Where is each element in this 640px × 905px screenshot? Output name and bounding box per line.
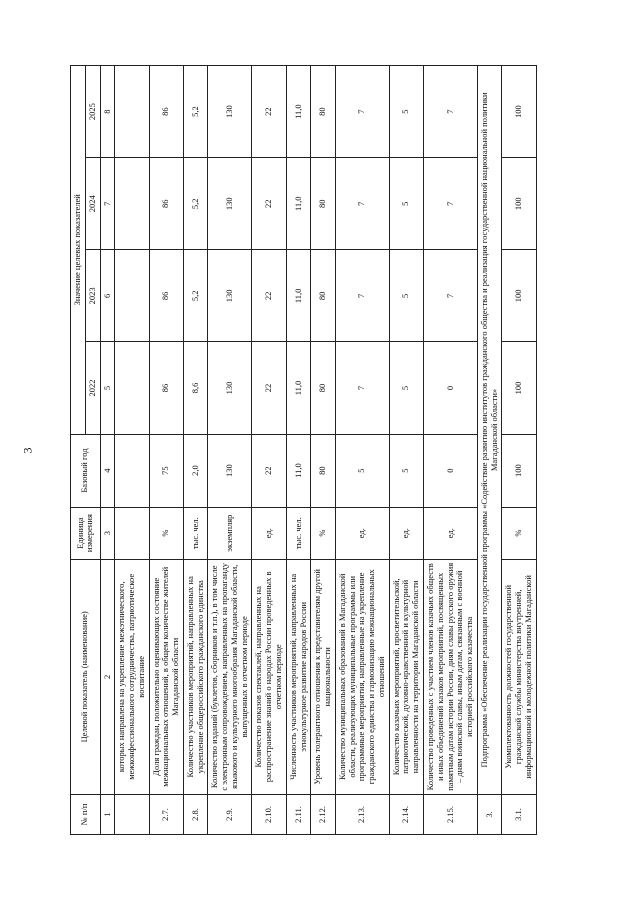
unit-cell: ед. [423,507,477,559]
indicators-table [70,65,537,835]
value-2022: 22 [252,342,286,434]
row-number: 2.11. [286,794,311,834]
value-2024: 130 [208,158,252,250]
row-number: 3.1. [502,794,536,834]
subprogram-no: 3. [477,794,502,834]
value-2024: 22 [252,158,286,250]
header-name: Целевой показатель (наименование) [71,559,101,794]
indicator-row [389,66,423,835]
header-no: № п/п [71,794,101,834]
value-2025: 22 [252,66,286,158]
indicator-name: Количество казачьих мероприятий, просветительской, патриотической, духовно-нравственной и культурной направленности на территории Магаданской области [389,559,423,794]
value-2025: 5 [389,66,423,158]
row-number: 2.10. [252,794,286,834]
column-number: 8 [100,66,115,158]
base-year-value: 130 [208,434,252,507]
value-2023: 130 [208,250,252,342]
value-2025: 7 [423,66,477,158]
column-number: 6 [100,250,115,342]
continuation-text: которых направлена на укрепление межэтнического, межконфессионального сотрудничества, патриотическое воспитание [115,559,149,794]
value-2022: 86 [149,342,183,434]
indicator-name: Уровень толерантного отношения к представителям другой национальности [311,559,336,794]
indicator-name: Количество муниципальных образований в Магаданской области, реализующих муниципальные программы или программные мероприятия, направленные на укрепление гражданского единства и гармонизацию межнациональных отношений [335,559,389,794]
value-2024: 86 [149,158,183,250]
indicator-name: Количество проведенных с участием членов казачьих обществ и иных объединений казаков мероприятий, посвященных памятным датам истории России, дням славы русского оружия – дням воинской славы, иным датам, связанным с военной историей российского казачества [423,559,477,794]
value-2023: 86 [149,250,183,342]
value-2023: 7 [423,250,477,342]
page-number: 3 [20,447,35,454]
row-number: 2.7. [149,794,183,834]
column-number: 2 [100,559,115,794]
value-2025: 100 [502,66,536,158]
unit-cell: % [311,507,336,559]
base-year-value: 11,0 [286,434,311,507]
indicator-row [149,66,183,835]
row-number: 2.8. [183,794,208,834]
indicator-name: Количество показов спектаклей, направленных на распространение знаний о народах России проведенных в отчетном периоде [252,559,286,794]
value-2023: 5 [389,250,423,342]
indicator-row [208,66,252,835]
subprogram-title: Подпрограмма «Обеспечение реализации государственной программы «Содействие развитию институтов гражданского общества и реализация государственной национальной политики Магаданской области» [477,66,502,795]
header-year: 2023 [85,250,100,342]
indicator-name: Численность участников мероприятий, направленных на этнокультурное развитие народов России [286,559,311,794]
value-2022: 0 [423,342,477,434]
unit-cell: ед. [389,507,423,559]
column-number: 1 [100,794,115,834]
row-number: 2.13. [335,794,389,834]
unit-cell: % [502,507,536,559]
value-2024: 7 [335,158,389,250]
value-2022: 100 [502,342,536,434]
value-2024: 5,2 [183,158,208,250]
value-2022: 7 [335,342,389,434]
unit-cell: тыс. чел. [286,507,311,559]
unit-cell: экземпляр [208,507,252,559]
base-year-value: 100 [502,434,536,507]
base-year-value: 22 [252,434,286,507]
indicator-name: Количество изданий (буклетов, сборников и т.п.), в том числе с электронным сопровождением, направленных на пропаганду языкового и культурного многообразия Магаданской области, выпущенных в отчетном периоде [208,559,252,794]
value-2025: 11,0 [286,66,311,158]
row-number: 2.9. [208,794,252,834]
value-2025: 86 [149,66,183,158]
row-number: 2.14. [389,794,423,834]
header-row [71,66,86,835]
value-2023: 5,2 [183,250,208,342]
base-year-value: 80 [311,434,336,507]
rotated-table-area [70,65,570,835]
value-2025: 5,2 [183,66,208,158]
value-2024: 11,0 [286,158,311,250]
column-number: 3 [100,507,115,559]
value-2025: 130 [208,66,252,158]
indicator-row [183,66,208,835]
value-2025: 7 [335,66,389,158]
base-year-value: 0 [423,434,477,507]
value-2022: 130 [208,342,252,434]
header-year: 2024 [85,158,100,250]
indicator-row [286,66,311,835]
column-number: 5 [100,342,115,434]
value-2022: 80 [311,342,336,434]
header-unit: Единица измерения [71,507,101,559]
value-2024: 80 [311,158,336,250]
value-2022: 8,6 [183,342,208,434]
indicator-name: Доля граждан, положительно оценивающих состояние межнациональных отношений, в общем количестве жителей Магаданской области [149,559,183,794]
header-year: 2025 [85,66,100,158]
base-year-value: 5 [389,434,423,507]
unit-cell: ед. [252,507,286,559]
column-number: 4 [100,434,115,507]
unit-cell: ед. [335,507,389,559]
column-numbers-row [100,66,115,835]
indicator-row [423,66,477,835]
value-2023: 80 [311,250,336,342]
column-number: 7 [100,158,115,250]
header-year: 2022 [85,342,100,434]
value-2024: 5 [389,158,423,250]
base-year-value: 2,0 [183,434,208,507]
indicator-name: Количество участников мероприятий, направленных на укрепление общероссийского гражданского единства [183,559,208,794]
indicator-name: Укомплектованность должностей государственной гражданской службы министерства внутренней, информационной и молодежной политики Магаданской [502,559,536,794]
base-year-value: 5 [335,434,389,507]
header-target-values: Значение целевых показателей [71,66,86,435]
subprogram-row [477,66,502,835]
indicator-row [252,66,286,835]
value-2023: 100 [502,250,536,342]
value-2024: 100 [502,158,536,250]
value-2023: 22 [252,250,286,342]
row-number: 2.15. [423,794,477,834]
value-2023: 11,0 [286,250,311,342]
indicator-row [311,66,336,835]
continuation-row [115,66,149,835]
value-2022: 5 [389,342,423,434]
indicator-row [335,66,389,835]
indicator-row [502,66,536,835]
row-number: 2.12. [311,794,336,834]
unit-cell: % [149,507,183,559]
value-2022: 11,0 [286,342,311,434]
unit-cell: тыс. чел. [183,507,208,559]
value-2024: 7 [423,158,477,250]
value-2023: 7 [335,250,389,342]
header-base-year: Базовый год [71,434,101,507]
value-2025: 80 [311,66,336,158]
base-year-value: 75 [149,434,183,507]
